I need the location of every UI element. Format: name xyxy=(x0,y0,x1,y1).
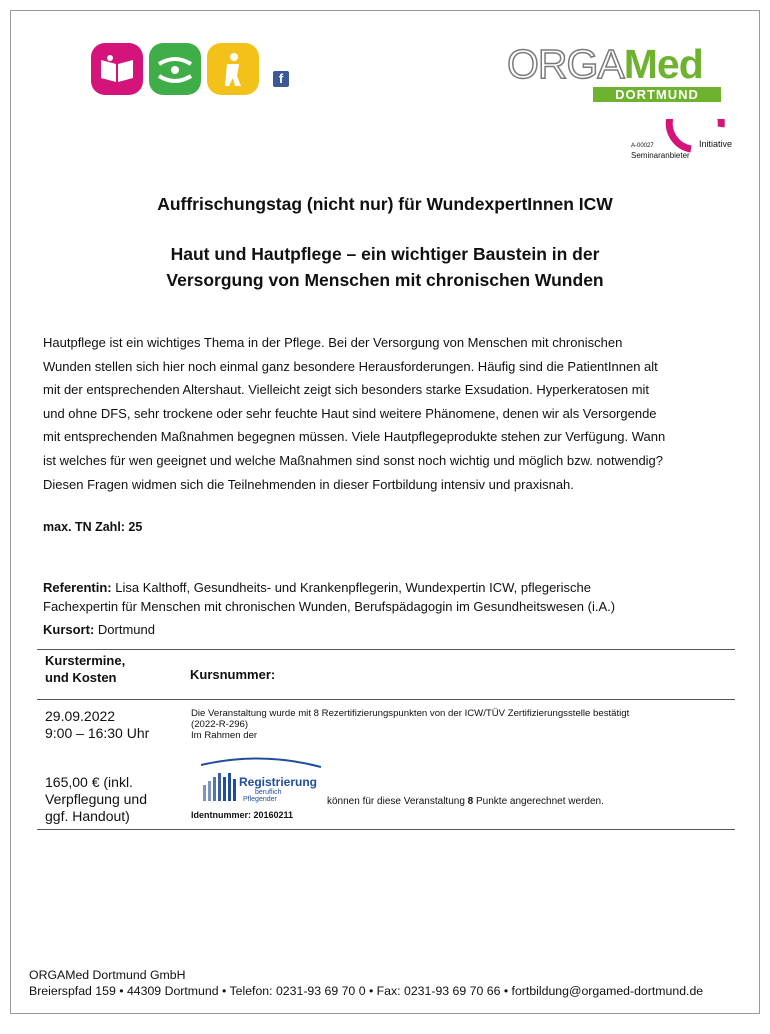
info-text: (2022-R-296) xyxy=(191,719,249,731)
subtitle-line: Versorgung von Menschen mit chronischen Wunden xyxy=(166,270,604,290)
kursort xyxy=(43,622,155,637)
page-title: Auffrischungstag (nicht nur) für WundexpertInnen ICW xyxy=(157,194,613,214)
time-text: 9:00 – 16:30 Uhr xyxy=(45,725,150,741)
table-head-dates xyxy=(45,652,125,686)
referentin-text: Lisa Kalthoff, Gesundheits- und Krankenpflegerin, Wundexpertin ICW, pflegerische xyxy=(111,580,591,595)
registrierung-sub: beruflich xyxy=(255,789,282,796)
facebook-icon[interactable]: f xyxy=(273,71,289,87)
info-text: Im Rahmen der xyxy=(191,730,258,742)
intro-line: mit der entsprechenden Altershaut. Vielleicht zeigt sich besonders starke Exsudation. Hyperkeratosen mit xyxy=(43,382,650,398)
intro-line: ist welches für wen geeignet und welche Maßnahmen sind sonst noch wichtig und möglich bzw. notwendig? xyxy=(43,452,664,468)
footer-company: ORGAMed Dortmund GmbH xyxy=(29,968,186,982)
course-price xyxy=(45,774,175,825)
intro-line: und ohne DFS, sehr trockene oder sehr feuchte Haut sind weitere Phänomene, denen wir als Versorgende xyxy=(43,405,657,421)
referentin-block xyxy=(43,578,733,616)
table-head-kursnummer: Kursnummer: xyxy=(190,667,276,682)
table-top-rule xyxy=(37,649,735,650)
seminar-code: A-00027 xyxy=(631,143,654,149)
table-bottom-rule xyxy=(37,829,735,830)
hands-logo-icon xyxy=(149,43,201,95)
footer xyxy=(29,967,703,999)
punkte-note xyxy=(327,796,604,807)
certification-info xyxy=(191,708,736,742)
registrierung-word: Registrierung xyxy=(239,775,318,789)
document-page xyxy=(10,10,760,1014)
seminar-label: Seminaranbieter xyxy=(631,151,690,160)
person-logo-icon xyxy=(207,43,259,95)
page-subtitle xyxy=(71,241,699,293)
intro-paragraph xyxy=(43,331,733,496)
intro-line: Wunden stellen sich hier noch einmal ganz besondere Herausforderungen. Häufig sind die PatientInnen alt xyxy=(43,358,658,374)
punkte-number: 8 xyxy=(467,796,474,807)
max-participants: max. TN Zahl: 25 xyxy=(43,520,143,534)
orgamed-logo xyxy=(507,41,721,102)
book-logo-icon xyxy=(91,43,143,95)
info-text: Die Veranstaltung wurde mit 8 Rezertifizierungspunkten von der ICW/TÜV Zertifizierungsstelle bestätigt xyxy=(191,708,630,719)
price-text: 165,00 € (inkl. xyxy=(45,774,133,790)
intro-line: Hautpflege ist ein wichtiges Thema in der Pflege. Bei der Versorgung von Menschen mit chronischen xyxy=(43,335,623,350)
logo-brand-bold: Med xyxy=(623,41,703,87)
partner-logos xyxy=(91,43,259,95)
registrierung-sub: Pflegender xyxy=(243,796,277,803)
initiative-label: Initiative xyxy=(699,139,733,149)
intro-line: mit entsprechenden Maßnahmen begegnen müssen. Viele Hautpflegeprodukte stehen zur Verfügung. Wann xyxy=(43,429,666,445)
price-text: Verpflegung und xyxy=(45,791,147,807)
footer-contact: Breierspfad 159 • 44309 Dortmund • Telefon: 0231-93 69 70 0 • Fax: 0231-93 69 70 66 • fortbildung@orgamed-dortmund.de xyxy=(29,984,704,998)
table-head-text: Kurstermine, xyxy=(45,653,126,668)
kursort-label: Kursort: xyxy=(43,622,95,637)
subtitle-line: Haut und Hautpflege – ein wichtiger Baustein in der xyxy=(170,244,600,264)
referentin-text: Fachexpertin für Menschen mit chronischen Wunden, Berufspädagogin im Gesundheitswesen (i.A.) xyxy=(43,599,616,614)
intro-line: Diesen Fragen widmen sich die Teilnehmenden in dieser Fortbildung intensiv und praxisnah. xyxy=(43,476,574,492)
punkte-text: können für diese Veranstaltung xyxy=(327,796,468,807)
kursort-value: Dortmund xyxy=(94,622,155,637)
logo-city: DORTMUND xyxy=(593,87,721,102)
punkte-text: Punkte angerechnet werden. xyxy=(473,796,604,807)
referentin-label: Referentin: xyxy=(43,580,112,595)
date-text: 29.09.2022 xyxy=(45,708,116,724)
registrierung-logo xyxy=(191,755,321,807)
logo-brand-light: ORGA xyxy=(507,41,624,87)
seminar-ring-icon xyxy=(629,119,739,179)
ident-number: Identnummer: 20160211 xyxy=(191,810,294,820)
course-date xyxy=(45,708,149,742)
table-head-rule xyxy=(37,699,735,700)
price-text: ggf. Handout) xyxy=(45,808,130,824)
seminar-badge xyxy=(629,119,739,179)
table-head-text: und Kosten xyxy=(45,670,117,685)
